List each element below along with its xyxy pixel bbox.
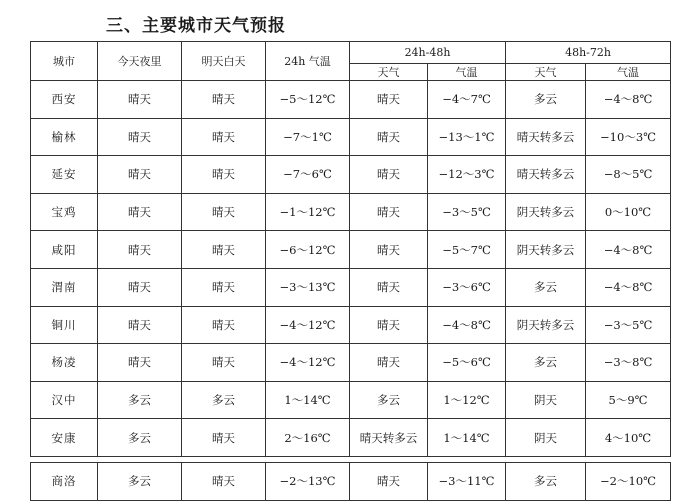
header-row-primary — [31, 42, 671, 64]
temp-24h-cell: −7～1℃ — [266, 118, 350, 156]
weather-48h-cell: 晴天 — [350, 118, 428, 156]
temp-48h-cell: −3～11℃ — [428, 462, 506, 500]
weather-48h-cell: 晴天 — [350, 306, 428, 344]
weather-48h-cell: 晴天 — [350, 193, 428, 231]
section-title: 三、主要城市天气预报 — [106, 16, 286, 36]
temp-72h-cell: −4～8℃ — [586, 81, 671, 119]
tonight-weather-cell: 晴天 — [98, 231, 182, 269]
weather-72h-cell: 阴天转多云 — [506, 193, 586, 231]
tonight-weather-cell: 多云 — [98, 381, 182, 419]
temp-24h-cell: −2～13℃ — [266, 462, 350, 500]
tonight-weather-cell: 晴天 — [98, 268, 182, 306]
temp-48h-cell: −3～6℃ — [428, 268, 506, 306]
temp-72h-cell: −10～3℃ — [586, 118, 671, 156]
tomorrow-weather-cell: 晴天 — [182, 231, 266, 269]
city-cell: 西安 — [31, 81, 98, 119]
header-weather-48h: 天气 — [350, 64, 428, 81]
weather-48h-cell: 晴天 — [350, 231, 428, 269]
city-cell: 宝鸡 — [31, 193, 98, 231]
weather-72h-cell: 多云 — [506, 81, 586, 119]
weather-72h-cell: 晴天转多云 — [506, 118, 586, 156]
temp-48h-cell: 1～14℃ — [428, 419, 506, 457]
weather-72h-cell: 阴天 — [506, 381, 586, 419]
tomorrow-weather-cell: 晴天 — [182, 306, 266, 344]
header-temp-48h: 气温 — [428, 64, 506, 81]
tonight-weather-cell: 多云 — [98, 419, 182, 457]
tonight-weather-cell: 晴天 — [98, 156, 182, 194]
tomorrow-weather-cell: 晴天 — [182, 268, 266, 306]
city-cell: 铜川 — [31, 306, 98, 344]
table-row — [31, 231, 671, 269]
header-weather-72h: 天气 — [506, 64, 586, 81]
table-row — [31, 268, 671, 306]
city-cell: 渭南 — [31, 268, 98, 306]
city-cell: 咸阳 — [31, 231, 98, 269]
temp-72h-cell: −4～8℃ — [586, 268, 671, 306]
tomorrow-weather-cell: 多云 — [182, 381, 266, 419]
tonight-weather-cell: 晴天 — [98, 306, 182, 344]
temp-24h-cell: −5～12℃ — [266, 81, 350, 119]
temp-72h-cell: −3～5℃ — [586, 306, 671, 344]
tonight-weather-cell: 多云 — [98, 462, 182, 500]
temp-48h-cell: −13～1℃ — [428, 118, 506, 156]
temp-48h-cell: −12～3℃ — [428, 156, 506, 194]
tomorrow-weather-cell: 晴天 — [182, 419, 266, 457]
tonight-weather-cell: 晴天 — [98, 193, 182, 231]
tomorrow-weather-cell: 晴天 — [182, 81, 266, 119]
temp-72h-cell: −3～8℃ — [586, 344, 671, 382]
temp-48h-cell: −3～5℃ — [428, 193, 506, 231]
temp-24h-cell: −4～12℃ — [266, 344, 350, 382]
temp-24h-cell: −6～12℃ — [266, 231, 350, 269]
weather-72h-cell: 多云 — [506, 268, 586, 306]
weather-72h-cell: 阴天转多云 — [506, 231, 586, 269]
temp-72h-cell: −2～10℃ — [586, 462, 671, 500]
temp-24h-cell: 1～14℃ — [266, 381, 350, 419]
table-row — [31, 381, 671, 419]
weather-48h-cell: 晴天 — [350, 344, 428, 382]
table-row — [31, 193, 671, 231]
tomorrow-weather-cell: 晴天 — [182, 462, 266, 500]
city-cell: 榆林 — [31, 118, 98, 156]
city-cell: 延安 — [31, 156, 98, 194]
table-row — [31, 344, 671, 382]
tomorrow-weather-cell: 晴天 — [182, 118, 266, 156]
temp-48h-cell: −5～7℃ — [428, 231, 506, 269]
tomorrow-weather-cell: 晴天 — [182, 193, 266, 231]
weather-48h-cell: 晴天 — [350, 268, 428, 306]
header-period-24-48h: 24h-48h — [350, 42, 506, 64]
temp-72h-cell: 0～10℃ — [586, 193, 671, 231]
tonight-weather-cell: 晴天 — [98, 81, 182, 119]
temp-24h-cell: −3～13℃ — [266, 268, 350, 306]
temp-24h-cell: −4～12℃ — [266, 306, 350, 344]
weather-72h-cell: 晴天转多云 — [506, 156, 586, 194]
temp-48h-cell: −4～8℃ — [428, 306, 506, 344]
table-row — [31, 306, 671, 344]
weather-72h-cell: 阴天转多云 — [506, 306, 586, 344]
temp-24h-cell: −1～12℃ — [266, 193, 350, 231]
tomorrow-weather-cell: 晴天 — [182, 344, 266, 382]
city-cell: 汉中 — [31, 381, 98, 419]
temp-72h-cell: −8～5℃ — [586, 156, 671, 194]
header-city: 城市 — [31, 42, 98, 81]
weather-72h-cell: 阴天 — [506, 419, 586, 457]
table-row — [31, 419, 671, 457]
table-row — [31, 118, 671, 156]
header-period-48-72h: 48h-72h — [506, 42, 671, 64]
weather-48h-cell: 多云 — [350, 381, 428, 419]
table-row — [31, 462, 671, 500]
weather-48h-cell: 晴天 — [350, 81, 428, 119]
header-tonight: 今天夜里 — [98, 42, 182, 81]
temp-24h-cell: 2～16℃ — [266, 419, 350, 457]
weather-48h-cell: 晴天 — [350, 156, 428, 194]
temp-72h-cell: −4～8℃ — [586, 231, 671, 269]
tonight-weather-cell: 晴天 — [98, 344, 182, 382]
city-cell: 安康 — [31, 419, 98, 457]
weather-48h-cell: 晴天 — [350, 462, 428, 500]
weather-72h-cell: 多云 — [506, 462, 586, 500]
table-row — [31, 156, 671, 194]
weather-48h-cell: 晴天转多云 — [350, 419, 428, 457]
header-temp-24h: 24h 气温 — [266, 42, 350, 81]
header-tomorrow-day: 明天白天 — [182, 42, 266, 81]
temp-72h-cell: 4～10℃ — [586, 419, 671, 457]
weather-72h-cell: 多云 — [506, 344, 586, 382]
temp-48h-cell: 1～12℃ — [428, 381, 506, 419]
table-row — [31, 81, 671, 119]
temp-24h-cell: −7～6℃ — [266, 156, 350, 194]
city-cell: 杨凌 — [31, 344, 98, 382]
temp-48h-cell: −4～7℃ — [428, 81, 506, 119]
temp-72h-cell: 5～9℃ — [586, 381, 671, 419]
weather-forecast-table — [30, 41, 671, 501]
temp-48h-cell: −5～6℃ — [428, 344, 506, 382]
tomorrow-weather-cell: 晴天 — [182, 156, 266, 194]
header-temp-72h: 气温 — [586, 64, 671, 81]
tonight-weather-cell: 晴天 — [98, 118, 182, 156]
city-cell: 商洛 — [31, 462, 98, 500]
